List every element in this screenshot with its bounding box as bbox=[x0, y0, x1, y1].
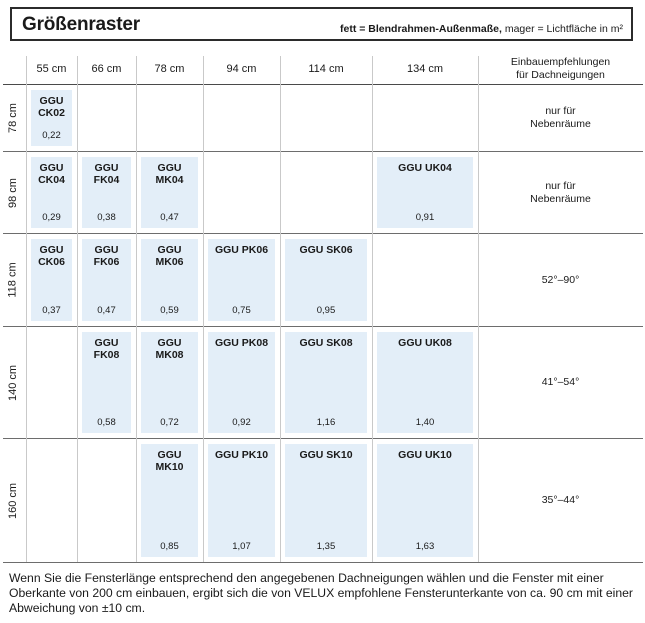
window-size-cell[interactable] bbox=[141, 157, 198, 228]
window-light-area: 0,58 bbox=[97, 417, 116, 428]
window-light-area: 0,92 bbox=[232, 417, 251, 428]
window-light-area: 1,40 bbox=[415, 417, 435, 428]
window-model-name: GGU SK10 bbox=[299, 449, 353, 461]
window-size-cell[interactable] bbox=[82, 157, 131, 228]
page-title: Größenraster bbox=[22, 14, 140, 35]
window-model-name: GGU MK06 bbox=[155, 244, 184, 268]
window-model-name: GGU PK10 bbox=[214, 449, 269, 461]
size-grid bbox=[0, 56, 645, 566]
window-model-name: GGU UK10 bbox=[398, 449, 452, 461]
roof-pitch-recommendation: 35°–44° bbox=[541, 494, 580, 506]
window-model-name: GGU MK04 bbox=[155, 162, 184, 186]
row-header-label: 78 cm bbox=[7, 103, 19, 133]
window-model-name: GGU SK06 bbox=[299, 244, 353, 256]
window-size-cell[interactable] bbox=[31, 157, 72, 228]
window-light-area: 0,75 bbox=[232, 305, 251, 316]
window-size-cell[interactable] bbox=[208, 239, 275, 321]
column-header: 114 cm bbox=[308, 63, 344, 75]
window-size-cell[interactable] bbox=[82, 332, 131, 433]
legend-light: mager = Lichtfläche in m² bbox=[501, 23, 623, 35]
window-size-cell[interactable] bbox=[285, 332, 367, 433]
window-model-name: GGU PK06 bbox=[214, 244, 269, 256]
window-model-name: GGU MK10 bbox=[155, 449, 184, 473]
column-header: 55 cm bbox=[36, 63, 67, 75]
window-model-name: GGU UK08 bbox=[398, 337, 452, 349]
window-size-cell[interactable] bbox=[141, 239, 198, 321]
window-light-area: 0,29 bbox=[42, 212, 61, 223]
column-divider bbox=[26, 56, 27, 562]
row-header bbox=[3, 152, 23, 233]
window-light-area: 1,16 bbox=[316, 417, 336, 428]
row-header-label: 160 cm bbox=[7, 482, 20, 519]
window-model-name: GGU CK06 bbox=[38, 244, 65, 268]
window-light-area: 0,95 bbox=[316, 305, 336, 316]
window-size-cell[interactable] bbox=[208, 332, 275, 433]
window-model-name: GGU FK04 bbox=[93, 162, 120, 186]
window-model-name: GGU PK08 bbox=[214, 337, 269, 349]
row-header bbox=[3, 234, 23, 326]
row-divider bbox=[3, 562, 643, 563]
column-header: 78 cm bbox=[154, 63, 185, 75]
window-model-name: GGU CK04 bbox=[38, 162, 65, 186]
window-light-area: 0,37 bbox=[42, 305, 61, 316]
window-size-cell[interactable] bbox=[377, 332, 473, 433]
column-header: 94 cm bbox=[226, 63, 257, 75]
window-light-area: 0,22 bbox=[42, 130, 61, 141]
window-model-name: GGU FK08 bbox=[93, 337, 120, 361]
window-size-cell[interactable] bbox=[141, 444, 198, 557]
roof-pitch-recommendation: 52°–90° bbox=[541, 273, 580, 286]
window-size-cell[interactable] bbox=[31, 90, 72, 146]
window-light-area: 0,91 bbox=[415, 212, 435, 223]
column-divider bbox=[77, 56, 78, 562]
window-size-cell[interactable] bbox=[285, 239, 367, 321]
recommendation-header: Einbauempfehlungen für Dachneigungen bbox=[510, 56, 611, 81]
window-light-area: 0,85 bbox=[160, 541, 179, 552]
window-light-area: 0,59 bbox=[160, 305, 179, 316]
column-divider bbox=[280, 56, 281, 562]
legend bbox=[340, 23, 623, 35]
column-header: 134 cm bbox=[406, 63, 444, 75]
column-header: 66 cm bbox=[91, 63, 122, 75]
row-header-label: 118 cm bbox=[7, 262, 20, 298]
window-light-area: 1,35 bbox=[316, 541, 336, 552]
window-size-cell[interactable] bbox=[31, 239, 72, 321]
row-header-label: 140 cm bbox=[7, 364, 20, 401]
window-model-name: GGU FK06 bbox=[93, 244, 120, 268]
row-header bbox=[3, 439, 23, 562]
window-size-cell[interactable] bbox=[377, 157, 473, 228]
window-size-cell[interactable] bbox=[82, 239, 131, 321]
column-divider bbox=[203, 56, 204, 562]
row-header-label: 98 cm bbox=[7, 177, 19, 208]
column-divider bbox=[136, 56, 137, 562]
row-header bbox=[3, 327, 23, 438]
window-model-name: GGU MK08 bbox=[155, 337, 184, 361]
roof-pitch-recommendation: 41°–54° bbox=[541, 376, 580, 388]
window-size-cell[interactable] bbox=[285, 444, 367, 557]
row-header bbox=[3, 85, 23, 151]
window-model-name: GGU CK02 bbox=[38, 95, 65, 119]
title-box bbox=[10, 7, 633, 41]
window-model-name: GGU SK08 bbox=[299, 337, 353, 349]
window-size-cell[interactable] bbox=[377, 444, 473, 557]
window-light-area: 0,47 bbox=[97, 305, 116, 316]
window-light-area: 0,47 bbox=[160, 212, 179, 223]
window-light-area: 0,72 bbox=[160, 417, 179, 428]
roof-pitch-recommendation: nur für Nebenräume bbox=[530, 105, 591, 130]
window-light-area: 0,38 bbox=[97, 212, 116, 223]
window-model-name: GGU UK04 bbox=[398, 162, 452, 174]
footnote: Wenn Sie die Fensterlänge entsprechend den angegebenen Dachneigungen wählen und die Fenster mit einer Oberkante von 200 cm einbauen, ergibt sich die von VELUX empfohlene Fensterunterkante von ca. 90 cm mit einer Abweichung von ±10 cm. bbox=[9, 571, 633, 615]
window-light-area: 1,07 bbox=[232, 541, 251, 552]
roof-pitch-recommendation: nur für Nebenräume bbox=[530, 179, 591, 205]
legend-bold: fett = Blendrahmen-Außenmaße, bbox=[340, 23, 502, 35]
column-divider bbox=[372, 56, 373, 562]
window-size-cell[interactable] bbox=[141, 332, 198, 433]
window-light-area: 1,63 bbox=[415, 541, 435, 552]
window-size-cell[interactable] bbox=[208, 444, 275, 557]
